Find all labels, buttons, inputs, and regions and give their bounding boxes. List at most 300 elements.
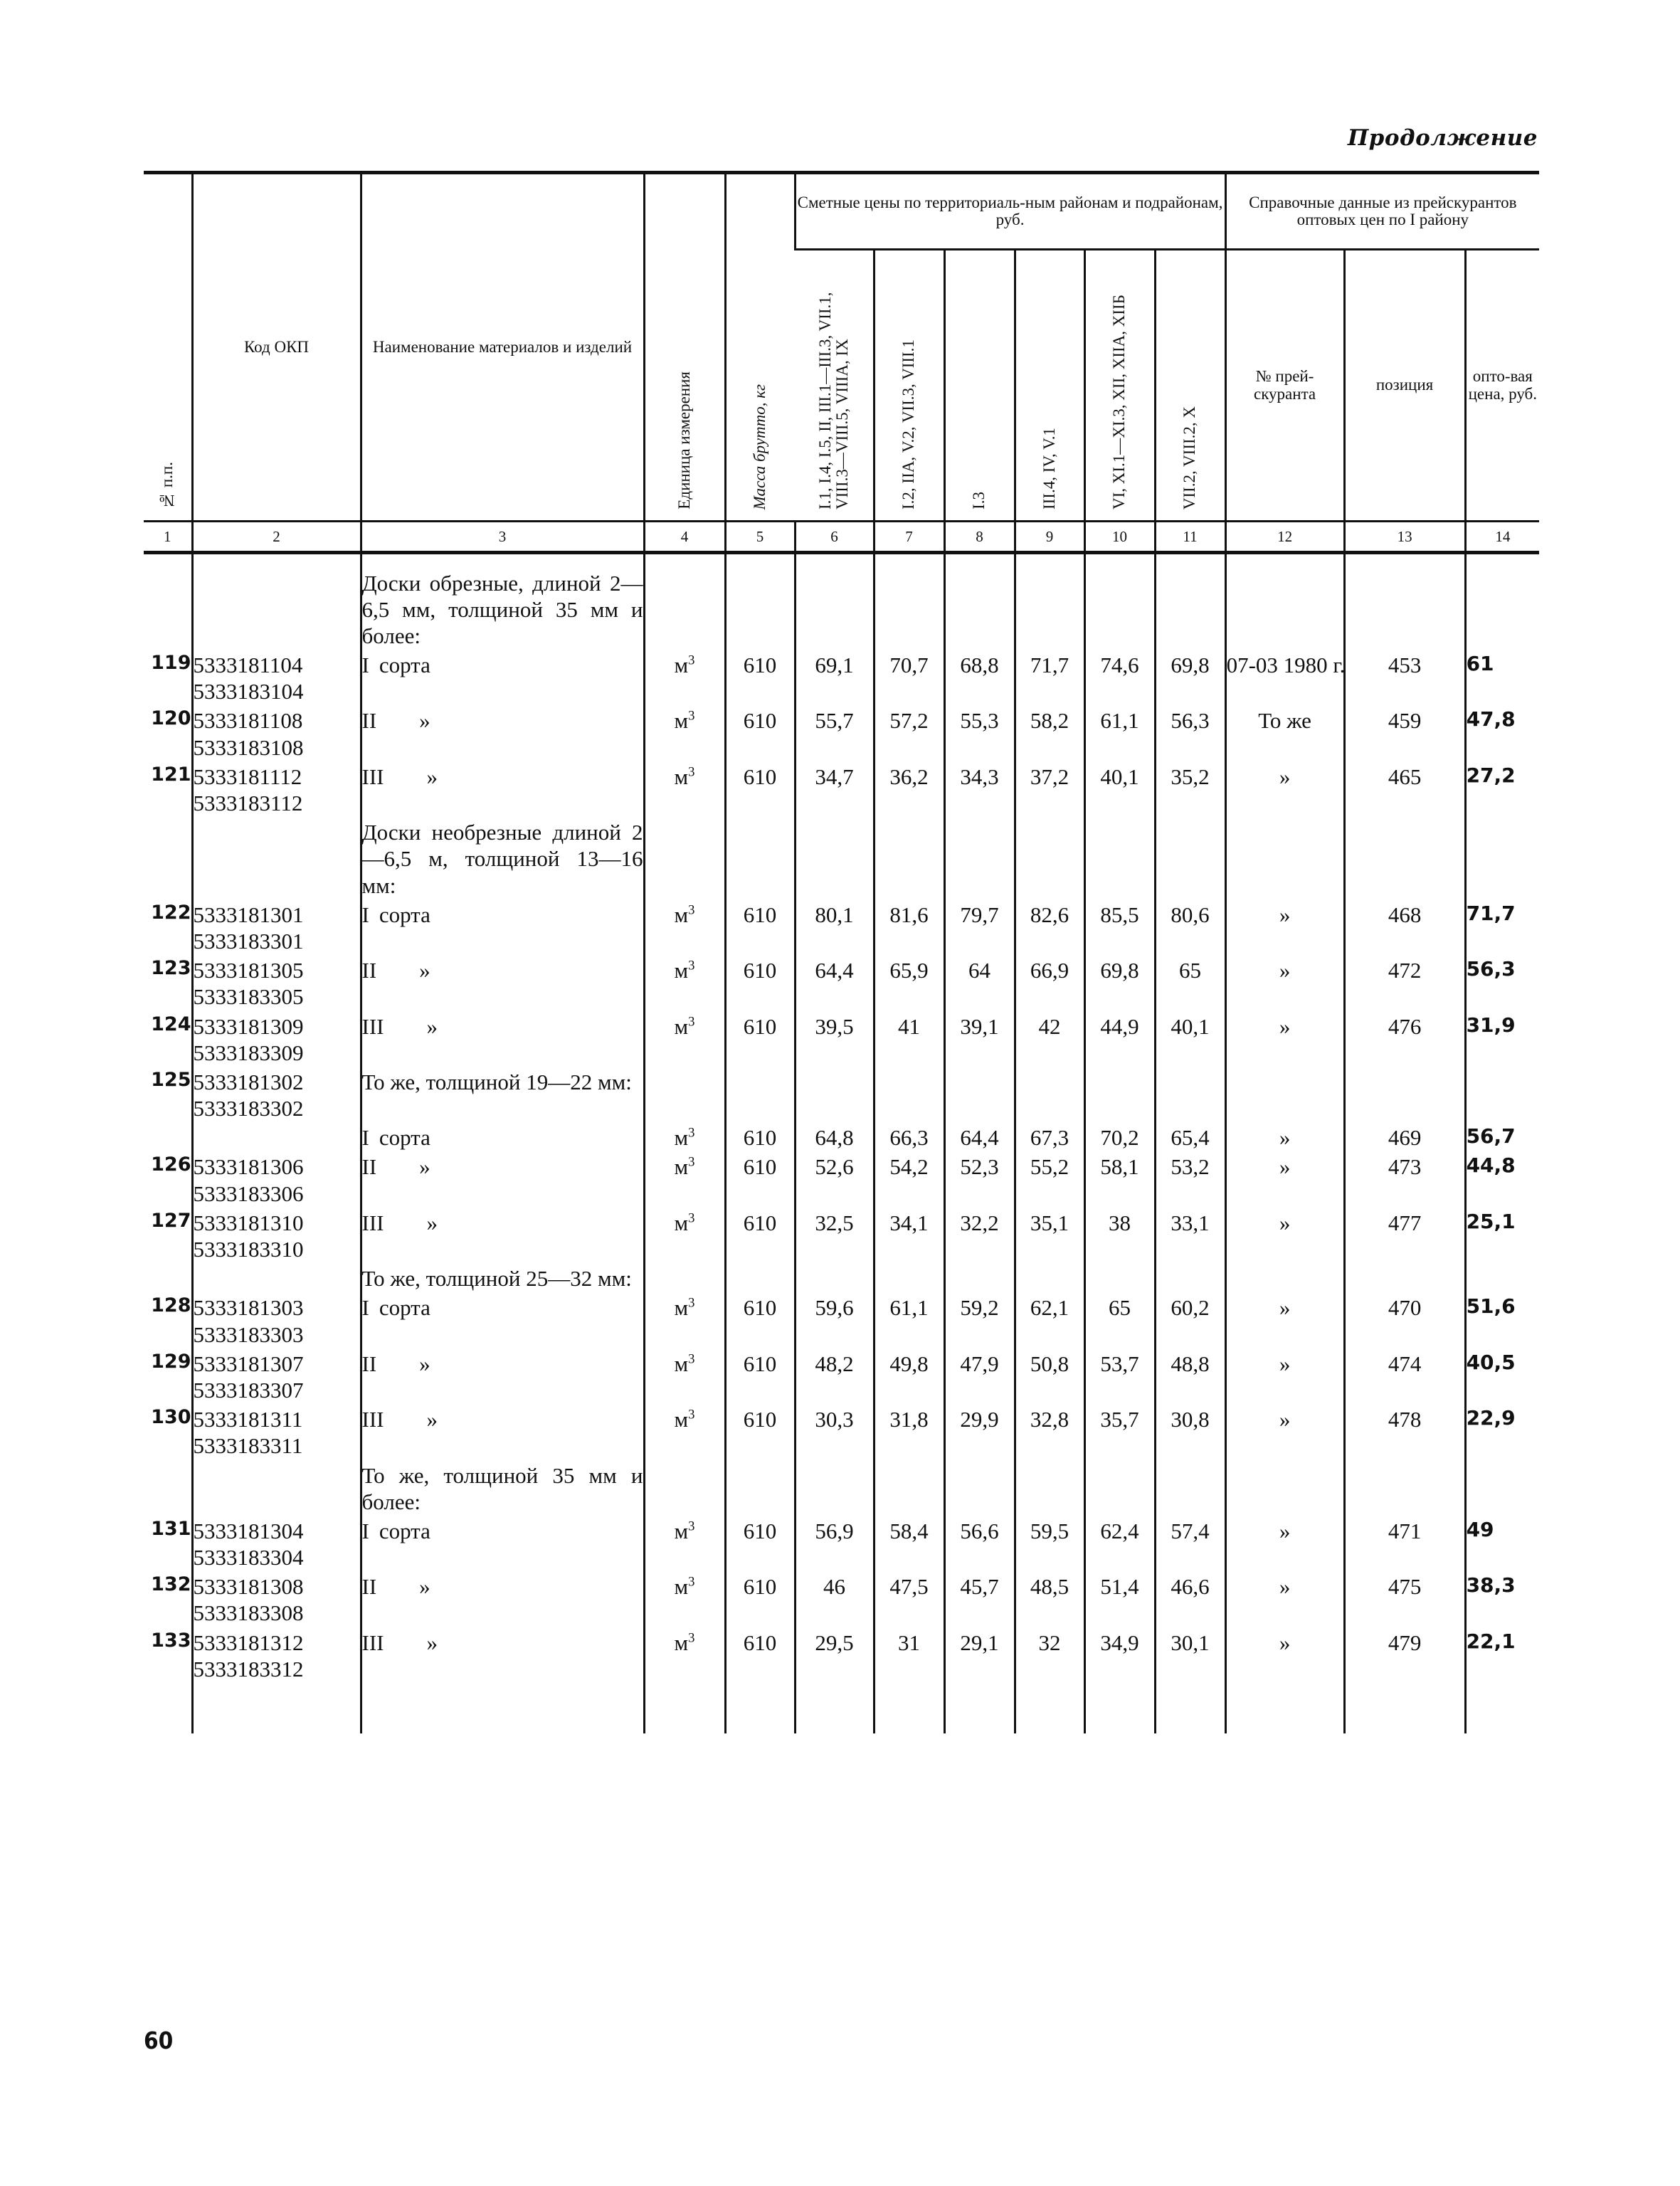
column-number: 11 xyxy=(1155,522,1225,553)
okp-code-line: 5333181312 xyxy=(193,1630,304,1655)
unit-superscript: 3 xyxy=(688,653,695,668)
header-price-col-6: I.1, I.4, I.5, II, III.1—III.3, VII.1, VIII.3—VIII.5, VIIIА, IX xyxy=(795,250,874,522)
mass-gross: 610 xyxy=(725,1207,795,1262)
estimated-price: 81,6 xyxy=(874,899,944,954)
empty-cell xyxy=(1155,567,1225,650)
row-number: 130 xyxy=(151,1406,191,1429)
estimated-price: 53,2 xyxy=(1155,1151,1225,1206)
empty-cell xyxy=(1084,553,1155,567)
estimated-price: 60,2 xyxy=(1155,1292,1225,1347)
mass-gross: 610 xyxy=(725,761,795,816)
wholesale-price: 25,1 xyxy=(1465,1207,1539,1262)
pricelist-number: » xyxy=(1225,899,1344,954)
okp-code-line: 5333183306 xyxy=(193,1181,304,1206)
empty-cell xyxy=(1084,816,1155,899)
okp-code-line: 5333181112 xyxy=(193,764,302,789)
empty-cell xyxy=(795,1459,874,1515)
empty-cell xyxy=(1344,1066,1465,1121)
table-row xyxy=(144,899,1539,954)
unit-text: м xyxy=(674,1210,689,1235)
estimated-price: 34,1 xyxy=(874,1207,944,1262)
estimated-price: 59,6 xyxy=(795,1292,874,1347)
estimated-price: 55,7 xyxy=(795,704,874,760)
unit-text: м xyxy=(674,1630,689,1655)
table-row xyxy=(144,761,1539,816)
empty-cell xyxy=(361,553,644,567)
okp-code xyxy=(192,954,361,1010)
okp-code-line: 5333181309 xyxy=(193,1013,304,1039)
okp-code-line: 5333183303 xyxy=(193,1321,304,1347)
estimated-price: 65,4 xyxy=(1155,1121,1225,1151)
grade-mark: » xyxy=(419,1154,430,1180)
grade-name xyxy=(361,1570,644,1626)
okp-code xyxy=(192,899,361,954)
column-number: 12 xyxy=(1225,522,1344,553)
grade-name xyxy=(361,704,644,760)
table-row xyxy=(144,649,1539,704)
row-number xyxy=(144,567,192,650)
grade-roman: I xyxy=(361,1125,369,1151)
wholesale-price: 61 xyxy=(1465,649,1539,704)
estimated-price: 80,1 xyxy=(795,899,874,954)
table-row xyxy=(144,704,1539,760)
mass-gross: 610 xyxy=(725,1627,795,1682)
empty-cell xyxy=(1225,1682,1344,1733)
okp-code xyxy=(192,1010,361,1066)
empty-cell xyxy=(874,1066,944,1121)
estimated-price: 57,2 xyxy=(874,704,944,760)
section-heading: Доски необрезные длиной 2—6,5 м, толщиной 13—16 мм: xyxy=(361,816,644,899)
okp-code xyxy=(192,1292,361,1347)
estimated-price: 52,6 xyxy=(795,1151,874,1206)
okp-code-line: 5333181301 xyxy=(193,902,304,927)
pricelist-position: 472 xyxy=(1344,954,1465,1010)
okp-code-line: 5333181303 xyxy=(193,1295,304,1321)
grade-name xyxy=(361,1151,644,1206)
table-row xyxy=(144,1348,1539,1403)
pricelist-position: 471 xyxy=(1344,1515,1465,1570)
okp-code xyxy=(192,1121,361,1151)
section-heading: То же, толщиной 19—22 мм: xyxy=(361,1066,644,1121)
empty-cell xyxy=(644,1262,725,1292)
empty-cell xyxy=(1344,1262,1465,1292)
grade-roman: III xyxy=(361,1407,384,1432)
header-price-col-9: III.4, IV, V.1 xyxy=(1015,250,1084,522)
pricelist-position: 475 xyxy=(1344,1570,1465,1626)
empty-cell xyxy=(874,816,944,899)
empty-cell xyxy=(1344,567,1465,650)
okp-code-line: 5333183301 xyxy=(193,928,304,954)
empty-cell xyxy=(795,816,874,899)
pricelist-position: 479 xyxy=(1344,1627,1465,1682)
unit-text: м xyxy=(674,902,689,927)
mass-gross: 610 xyxy=(725,1010,795,1066)
estimated-price: 40,1 xyxy=(1155,1010,1225,1066)
grade-mark: сорта xyxy=(379,902,430,927)
pricelist-number: » xyxy=(1225,761,1344,816)
column-number: 3 xyxy=(361,522,644,553)
grade-roman: I xyxy=(361,1295,369,1321)
header-price-col-8: I.3 xyxy=(944,250,1015,522)
wholesale-price: 31,9 xyxy=(1465,1010,1539,1066)
estimated-price: 56,6 xyxy=(944,1515,1015,1570)
estimated-price: 34,9 xyxy=(1084,1627,1155,1682)
estimated-price: 38 xyxy=(1084,1207,1155,1262)
wholesale-price: 44,8 xyxy=(1465,1151,1539,1206)
okp-code xyxy=(192,1348,361,1403)
grade-name xyxy=(361,899,644,954)
table-row xyxy=(144,1403,1539,1459)
pricelist-number: » xyxy=(1225,1121,1344,1151)
pricelist-position: 459 xyxy=(1344,704,1465,760)
continued-label: Продолжение xyxy=(1347,125,1538,151)
estimated-price: 51,4 xyxy=(1084,1570,1155,1626)
column-number: 8 xyxy=(944,522,1015,553)
empty-cell xyxy=(644,1682,725,1733)
okp-code-line: 5333181310 xyxy=(193,1210,304,1235)
okp-code xyxy=(192,761,361,816)
grade-roman: II xyxy=(361,1154,377,1180)
grade-roman: I xyxy=(361,1518,369,1543)
section-heading: Доски обрезные, длиной 2—6,5 мм, толщиной 35 мм и более: xyxy=(361,567,644,650)
empty-cell xyxy=(1015,1459,1084,1515)
okp-code-line: 5333181311 xyxy=(193,1407,303,1432)
empty-cell xyxy=(644,567,725,650)
estimated-price: 46 xyxy=(795,1570,874,1626)
empty-cell xyxy=(1465,1682,1539,1733)
header-position: позиция xyxy=(1344,250,1465,522)
okp-code xyxy=(192,1151,361,1206)
empty-cell xyxy=(1465,1262,1539,1292)
grade-mark: » xyxy=(419,708,430,734)
okp-code-line: 5333181104 xyxy=(193,653,303,678)
mass-gross: 610 xyxy=(725,1570,795,1626)
grade-mark: сорта xyxy=(379,1518,430,1543)
empty-cell xyxy=(944,1262,1015,1292)
unit-text: м xyxy=(674,653,689,678)
grade-mark: сорта xyxy=(379,1295,430,1321)
row-number: 129 xyxy=(151,1350,191,1373)
grade-mark: » xyxy=(426,1013,438,1039)
grade-name xyxy=(361,1348,644,1403)
estimated-price: 35,2 xyxy=(1155,761,1225,816)
header-pricelist: № прей-скуранта xyxy=(1225,250,1344,522)
grade-mark: » xyxy=(426,1407,438,1432)
pricelist-position: 469 xyxy=(1344,1121,1465,1151)
estimated-price: 58,4 xyxy=(874,1515,944,1570)
pricelist-position: 476 xyxy=(1344,1010,1465,1066)
estimated-price: 61,1 xyxy=(1084,704,1155,760)
column-number: 9 xyxy=(1015,522,1084,553)
okp-code xyxy=(192,1459,361,1515)
estimated-price: 64,4 xyxy=(795,954,874,1010)
empty-cell xyxy=(795,1066,874,1121)
header-unit: Единица измерения xyxy=(644,173,725,522)
grade-name xyxy=(361,1121,644,1151)
okp-code-line: 5333183308 xyxy=(193,1600,304,1626)
estimated-price: 80,6 xyxy=(1155,899,1225,954)
column-number: 2 xyxy=(192,522,361,553)
empty-cell xyxy=(874,1459,944,1515)
estimated-price: 69,8 xyxy=(1155,649,1225,704)
okp-code-line: 5333183310 xyxy=(193,1237,304,1262)
unit-superscript: 3 xyxy=(688,1574,695,1590)
okp-code xyxy=(192,1403,361,1459)
wholesale-price: 49 xyxy=(1465,1515,1539,1570)
okp-code xyxy=(192,704,361,760)
okp-code xyxy=(192,1066,361,1121)
price-table xyxy=(144,171,1539,1733)
estimated-price: 59,2 xyxy=(944,1292,1015,1347)
grade-name xyxy=(361,761,644,816)
unit-text: м xyxy=(674,1574,689,1600)
row-number: 121 xyxy=(151,763,191,786)
estimated-price: 50,8 xyxy=(1015,1348,1084,1403)
row-number xyxy=(144,816,192,899)
wholesale-price: 51,6 xyxy=(1465,1292,1539,1347)
estimated-price: 55,3 xyxy=(944,704,1015,760)
grade-mark: сорта xyxy=(379,653,430,678)
header-price-col-11: VII.2, VIII.2, X xyxy=(1155,250,1225,522)
pricelist-number: 07-03 1980 г. xyxy=(1225,649,1344,704)
pricelist-number: » xyxy=(1225,1010,1344,1066)
header-mass: Масса брутто, кг xyxy=(725,173,795,522)
header-num: № п.п. xyxy=(144,173,192,522)
table-row xyxy=(144,1570,1539,1626)
row-number xyxy=(144,1121,192,1151)
pricelist-number: » xyxy=(1225,1403,1344,1459)
empty-cell xyxy=(1015,816,1084,899)
pricelist-number: » xyxy=(1225,1515,1344,1570)
estimated-price: 32,2 xyxy=(944,1207,1015,1262)
grade-mark: » xyxy=(419,1351,430,1376)
empty-cell xyxy=(944,553,1015,567)
mass-gross: 610 xyxy=(725,1348,795,1403)
estimated-price: 82,6 xyxy=(1015,899,1084,954)
estimated-price: 54,2 xyxy=(874,1151,944,1206)
table-row xyxy=(144,1627,1539,1682)
unit xyxy=(644,1010,725,1066)
row-number: 127 xyxy=(151,1209,191,1232)
empty-cell xyxy=(874,1682,944,1733)
pricelist-position: 473 xyxy=(1344,1151,1465,1206)
grade-name xyxy=(361,1403,644,1459)
empty-cell xyxy=(725,1682,795,1733)
empty-cell xyxy=(1084,1459,1155,1515)
wholesale-price: 71,7 xyxy=(1465,899,1539,954)
grade-name xyxy=(361,649,644,704)
pricelist-position: 474 xyxy=(1344,1348,1465,1403)
estimated-price: 44,9 xyxy=(1084,1010,1155,1066)
estimated-price: 64,8 xyxy=(795,1121,874,1151)
mass-gross: 610 xyxy=(725,1121,795,1151)
mass-gross: 610 xyxy=(725,649,795,704)
estimated-price: 29,1 xyxy=(944,1627,1015,1682)
unit-text: м xyxy=(674,708,689,734)
estimated-price: 29,9 xyxy=(944,1403,1015,1459)
okp-code-line: 5333181307 xyxy=(193,1351,304,1376)
empty-cell xyxy=(1155,816,1225,899)
unit-text: м xyxy=(674,1351,689,1376)
table-body xyxy=(144,553,1539,1734)
estimated-price: 64 xyxy=(944,954,1015,1010)
empty-cell xyxy=(874,553,944,567)
mass-gross: 610 xyxy=(725,1151,795,1206)
wholesale-price: 22,9 xyxy=(1465,1403,1539,1459)
column-number-row xyxy=(144,522,1539,553)
unit xyxy=(644,761,725,816)
pricelist-number: То же xyxy=(1225,704,1344,760)
estimated-price: 40,1 xyxy=(1084,761,1155,816)
section-heading-row xyxy=(144,567,1539,650)
header-price-col-10: VI, XI.1—XI.3, XII, XIIА, XIIБ xyxy=(1084,250,1155,522)
section-heading-row xyxy=(144,816,1539,899)
estimated-price: 36,2 xyxy=(874,761,944,816)
estimated-price: 53,7 xyxy=(1084,1348,1155,1403)
empty-cell xyxy=(725,1066,795,1121)
empty-cell xyxy=(1225,567,1344,650)
empty-cell xyxy=(874,567,944,650)
unit xyxy=(644,1348,725,1403)
estimated-price: 57,4 xyxy=(1155,1515,1225,1570)
estimated-price: 37,2 xyxy=(1015,761,1084,816)
row-number: 131 xyxy=(151,1517,191,1540)
table-row xyxy=(144,1292,1539,1347)
okp-code-line: 5333181304 xyxy=(193,1518,304,1543)
estimated-price: 79,7 xyxy=(944,899,1015,954)
unit-superscript: 3 xyxy=(688,1630,695,1646)
estimated-price: 32,8 xyxy=(1015,1403,1084,1459)
okp-code-line: 5333183307 xyxy=(193,1377,304,1403)
estimated-price: 58,2 xyxy=(1015,704,1084,760)
empty-cell xyxy=(1015,1262,1084,1292)
estimated-price: 56,3 xyxy=(1155,704,1225,760)
estimated-price: 65,9 xyxy=(874,954,944,1010)
grade-roman: I xyxy=(361,902,369,927)
table-row xyxy=(144,1121,1539,1151)
header-group-prices: Сметные цены по территориаль-ным районам и подрайонам, руб. xyxy=(795,173,1225,250)
unit-superscript: 3 xyxy=(688,1296,695,1311)
grade-roman: I xyxy=(361,653,369,678)
row-number: 119 xyxy=(151,652,191,675)
grade-mark: » xyxy=(426,764,438,789)
empty-cell xyxy=(192,1682,361,1733)
estimated-price: 41 xyxy=(874,1010,944,1066)
page-number: 60 xyxy=(144,2027,174,2054)
empty-cell xyxy=(1344,1682,1465,1733)
section-heading-row xyxy=(144,1459,1539,1515)
wholesale-price: 56,3 xyxy=(1465,954,1539,1010)
empty-cell xyxy=(1225,553,1344,567)
empty-cell xyxy=(1225,1459,1344,1515)
empty-cell xyxy=(795,553,874,567)
unit xyxy=(644,899,725,954)
unit xyxy=(644,1515,725,1570)
estimated-price: 49,8 xyxy=(874,1348,944,1403)
unit xyxy=(644,649,725,704)
empty-cell xyxy=(1084,1682,1155,1733)
estimated-price: 69,1 xyxy=(795,649,874,704)
pricelist-number: » xyxy=(1225,1292,1344,1347)
unit-superscript: 3 xyxy=(688,1210,695,1226)
grade-mark: сорта xyxy=(379,1125,430,1151)
table-row xyxy=(144,1151,1539,1206)
unit-text: м xyxy=(674,1295,689,1321)
okp-code xyxy=(192,1570,361,1626)
unit xyxy=(644,1207,725,1262)
empty-cell xyxy=(1155,1459,1225,1515)
unit-text: м xyxy=(674,1407,689,1432)
estimated-price: 48,5 xyxy=(1015,1570,1084,1626)
column-number: 5 xyxy=(725,522,795,553)
estimated-price: 61,1 xyxy=(874,1292,944,1347)
column-number: 4 xyxy=(644,522,725,553)
pricelist-position: 453 xyxy=(1344,649,1465,704)
unit-text: м xyxy=(674,1518,689,1543)
grade-roman: III xyxy=(361,764,384,789)
row-number: 124 xyxy=(151,1013,191,1035)
empty-cell xyxy=(1225,816,1344,899)
unit-superscript: 3 xyxy=(688,1519,695,1534)
estimated-price: 39,5 xyxy=(795,1010,874,1066)
unit-superscript: 3 xyxy=(688,1125,695,1141)
section-heading-row xyxy=(144,1262,1539,1292)
empty-cell xyxy=(1015,1682,1084,1733)
pricelist-position: 465 xyxy=(1344,761,1465,816)
unit-text: м xyxy=(674,1013,689,1039)
unit-superscript: 3 xyxy=(688,709,695,724)
okp-code-line: 5333181308 xyxy=(193,1574,304,1600)
estimated-price: 56,9 xyxy=(795,1515,874,1570)
estimated-price: 48,8 xyxy=(1155,1348,1225,1403)
empty-cell xyxy=(944,1682,1015,1733)
table-row xyxy=(144,1010,1539,1066)
estimated-price: 64,4 xyxy=(944,1121,1015,1151)
empty-cell xyxy=(144,1682,192,1733)
empty-cell xyxy=(1084,1262,1155,1292)
grade-roman: II xyxy=(361,1574,377,1600)
unit-superscript: 3 xyxy=(688,1351,695,1367)
table-row xyxy=(144,1207,1539,1262)
empty-cell xyxy=(874,1262,944,1292)
empty-cell xyxy=(795,1682,874,1733)
empty-cell xyxy=(1465,1066,1539,1121)
unit xyxy=(644,1403,725,1459)
empty-cell xyxy=(192,553,361,567)
empty-cell xyxy=(1015,567,1084,650)
estimated-price: 31,8 xyxy=(874,1403,944,1459)
unit-superscript: 3 xyxy=(688,1155,695,1171)
empty-cell xyxy=(1155,1682,1225,1733)
okp-code xyxy=(192,649,361,704)
empty-cell xyxy=(1344,816,1465,899)
empty-cell xyxy=(1084,1066,1155,1121)
wholesale-price: 40,5 xyxy=(1465,1348,1539,1403)
estimated-price: 45,7 xyxy=(944,1570,1015,1626)
row-number: 128 xyxy=(151,1294,191,1317)
estimated-price: 47,9 xyxy=(944,1348,1015,1403)
wholesale-price: 38,3 xyxy=(1465,1570,1539,1626)
estimated-price: 32,5 xyxy=(795,1207,874,1262)
estimated-price: 62,4 xyxy=(1084,1515,1155,1570)
spacer-row xyxy=(144,553,1539,567)
empty-cell xyxy=(795,567,874,650)
okp-code-line: 5333183112 xyxy=(193,791,303,815)
header-code: Код ОКП xyxy=(192,173,361,522)
estimated-price: 67,3 xyxy=(1015,1121,1084,1151)
estimated-price: 34,7 xyxy=(795,761,874,816)
okp-code xyxy=(192,1262,361,1292)
